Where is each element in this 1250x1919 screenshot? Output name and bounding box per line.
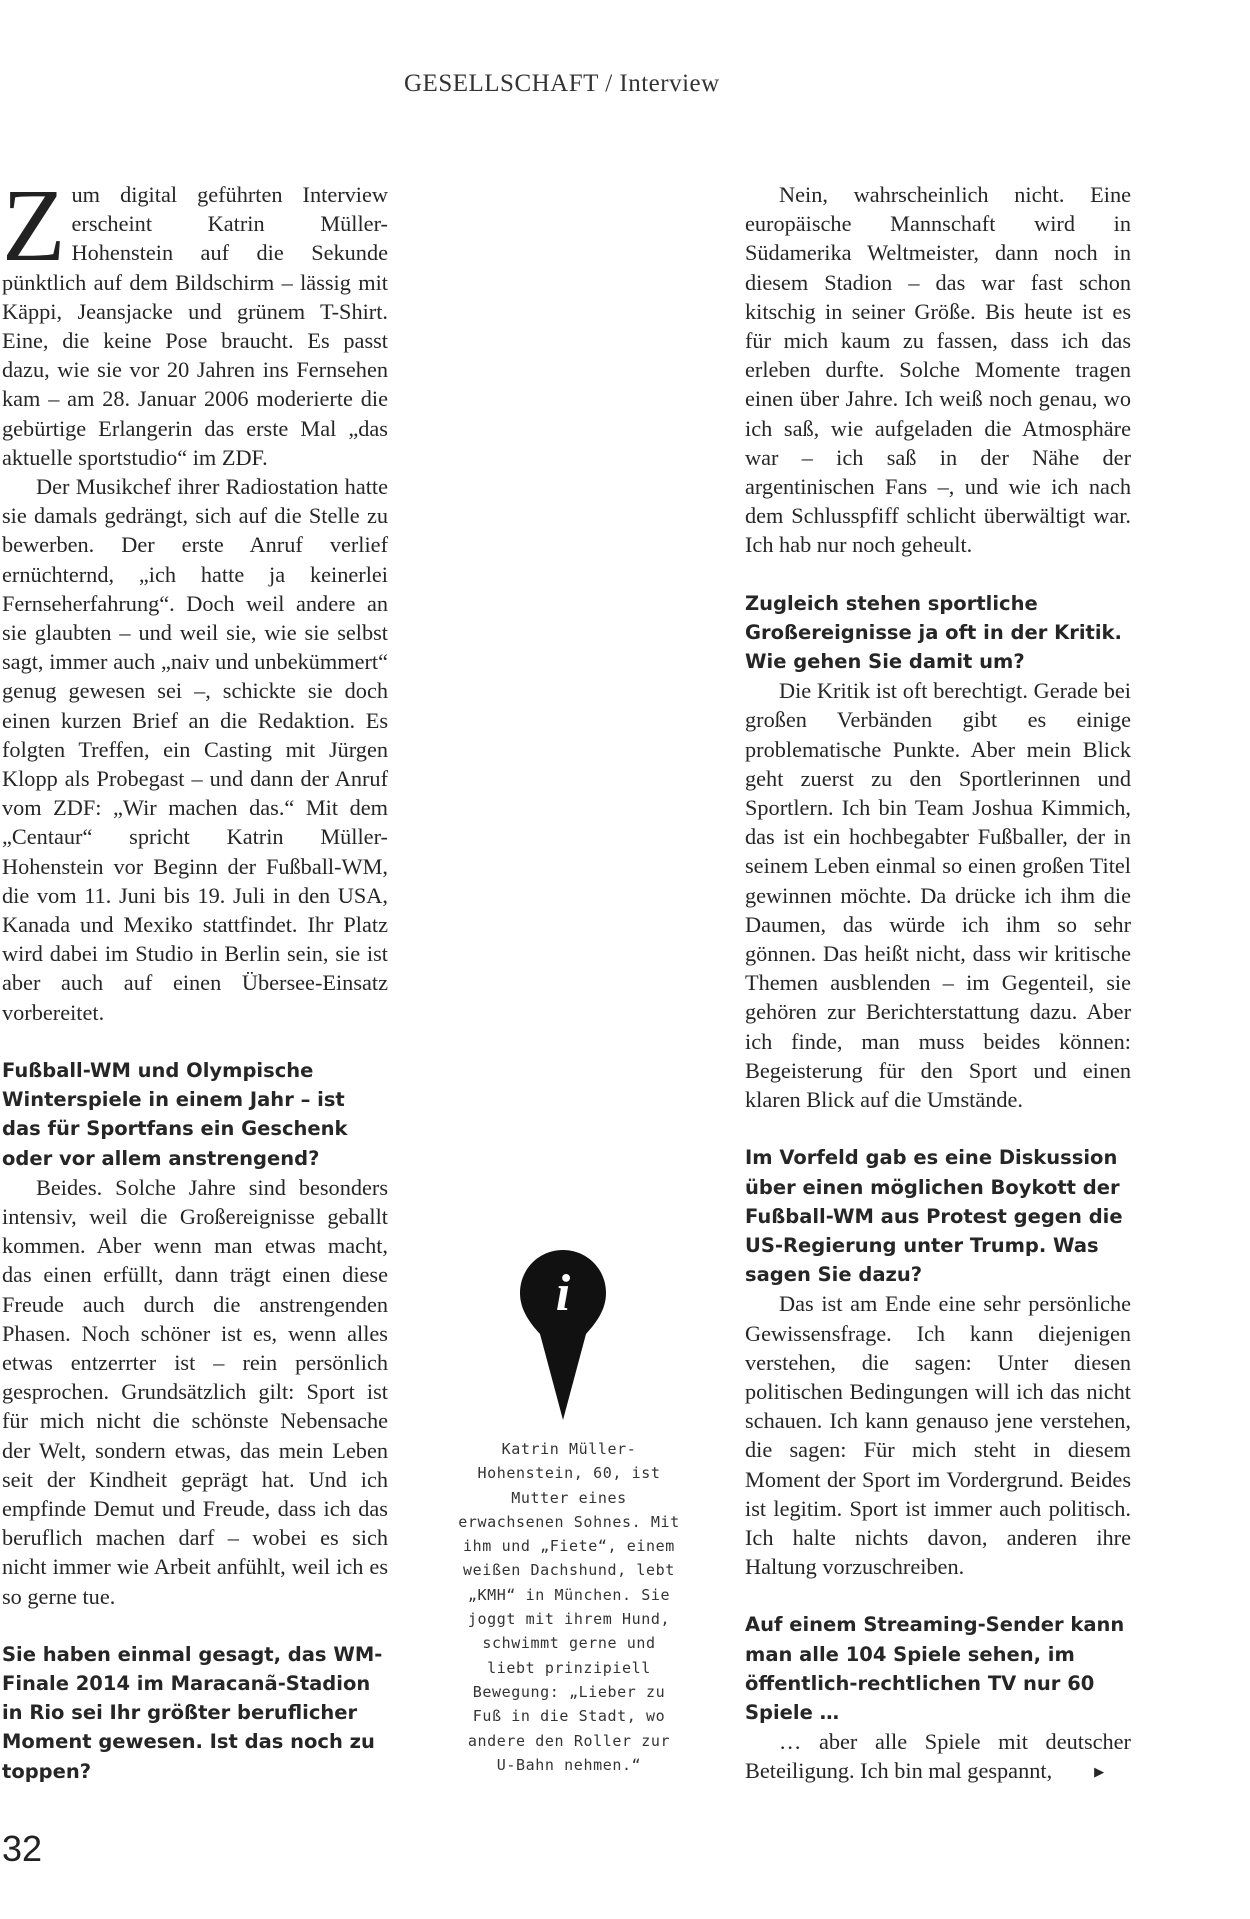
question-4: Im Vorfeld gab es eine Diskussion über einen möglichen Boykott der Fußball-WM aus Protest gegen die US-Regierung unter Trump. Was sagen Sie dazu? bbox=[745, 1146, 1123, 1287]
info-caption: Katrin Müller-Hohenstein, 60, ist Mutter eines erwachsenen Sohnes. Mit ihm und „Fiete“, einem weißen Dachshund, lebt „KMH“ in München. Sie joggt mit ihrem Hund, schwimmt gerne und liebt prinzipiell Bewegung: „Lieber zu Fuß in die Stadt, wo andere den Roller zur U-Bahn nehmen.“ bbox=[458, 1440, 680, 1774]
left-column bbox=[2, 168, 388, 1786]
answer-4: Das ist am Ende eine sehr persönliche Gewissensfrage. Ich kann diejenigen verstehen, die sagen: Unter diesen politischen Bedingungen will ich das nicht schauen. Ich kann genauso jene verstehen, die sagen: Für mich steht in diesem Moment der Sport im Vordergrund. Beides ist legitim. Sport ist immer auch politisch. Ich halte nichts davon, anderen ihre Haltung vorzuschreiben. bbox=[745, 1291, 1131, 1580]
question-1: Fußball-WM und Olympische Winterspiele in einem Jahr – ist das für Sportfans ein Geschenk oder vor allem anstrengend? bbox=[2, 1058, 348, 1170]
answer-2: Nein, wahrscheinlich nicht. Eine europäische Mannschaft wird in Südamerika Weltmeister, dann noch in diesem Stadion – das war fast schon kitschig in seiner Größe. Bis heute ist es für mich kaum zu fassen, dass ich das erleben durfte. Solche Momente tragen einen über Jahre. Ich weiß noch genau, wo ich saß, wie aufgeladen die Atmosphäre war – ich saß in der Nähe der argentinischen Fans –, und wie ich nach dem Schlusspfiff schlicht überwältigt war. Ich hab nur noch geheult. bbox=[745, 182, 1131, 558]
question-3: Zugleich stehen sportliche Großereignisse ja oft in der Kritik. Wie gehen Sie damit um? bbox=[745, 591, 1122, 674]
drop-cap: Z bbox=[2, 168, 66, 283]
info-letter: i bbox=[555, 1265, 571, 1322]
answer-5-text: … aber alle Spiele mit deutscher Beteiligung. Ich bin mal gespannt, bbox=[745, 1729, 1131, 1784]
triangle-right-icon: ▶ bbox=[1094, 1764, 1105, 1780]
intro-paragraph-2: Der Musikchef ihrer Radiostation hatte sie damals gedrängt, sich auf die Stelle zu bewerben. Der erste Anruf verlief ernüchternd, „ich hatte ja keinerlei Fernseherfahrung“. Doch weil andere an sie glaubten – und weil sie, wie sie selbst sagt, immer auch „naiv und unbekümmert“ genug gewesen sei –, schickte sie doch einen kurzen Brief an die Redaktion. Es folgten Treffen, ein Casting mit Jürgen Klopp als Probegast – und dann der Anruf vom ZDF: „Wir machen das.“ Mit dem „Centaur“ spricht Katrin Müller-Hohenstein vor Beginn der Fußball-WM, die vom 11. Juni bis 19. Juli in den USA, Kanada und Mexiko stattfindet. Ihr Platz wird dabei im Studio in Berlin sein, sie ist aber auch auf einen Übersee-Einsatz vorbereitet. bbox=[2, 474, 388, 1025]
answer-1: Beides. Solche Jahre sind besonders intensiv, weil die Großereignisse geballt kommen. Aber wenn man etwas macht, das einen erfüllt, dann trägt einen diese Freude auch durch die anstrengenden Phasen. Noch schöner ist es, wenn alles etwas entzerrter ist – rein persönlich gesprochen. Grundsätzlich gilt: Sport ist für mich nicht die schönste Nebensache der Welt, sondern etwas, das mein Leben seit der Kindheit geprägt hat. Und ich empfinde Demut und Freude, dass ich das beruflich machen darf – wobei es sich nicht immer wie Arbeit anfühlt, weil ich es so gerne tue. bbox=[2, 1174, 388, 1609]
section-header: GESELLSCHAFT / Interview bbox=[404, 70, 720, 97]
answer-5 bbox=[745, 1727, 1131, 1786]
intro-paragraph bbox=[2, 168, 388, 472]
info-pin-icon bbox=[520, 1250, 606, 1420]
page-number: 32 bbox=[2, 1828, 43, 1869]
question-2: Sie haben einmal gesagt, das WM-Finale 2014 im Maracanã-Stadion in Rio sei Ihr größter beruflicher Moment gewesen. Ist das noch zu toppen? bbox=[2, 1642, 383, 1783]
intro-text: um digital geführten Interview erscheint Katrin Müller-Hohenstein auf die Sekunde pünktlich auf dem Bildschirm – lässig mit Käppi, Jeansjacke und grünem T-Shirt. Eine, die keine Pose braucht. Es passt dazu, wie sie vor 20 Jahren ins Fernsehen kam – am 28. Januar 2006 moderierte die gebürtige Erlangerin das erste Mal „das aktuelle sportstudio“ im ZDF. bbox=[2, 182, 388, 470]
right-column bbox=[745, 180, 1131, 1787]
answer-3: Die Kritik ist oft berechtigt. Gerade bei großen Verbänden gibt es einige problematische Punkte. Aber mein Blick geht zuerst zu den Sportlerinnen und Sportlern. Ich bin Team Joshua Kimmich, das ist ein hochbegabter Fußballer, der in seinem Leben einmal so einen großen Titel gewinnen möchte. Da drücke ich ihm die Daumen, das würde ich ihm so sehr gönnen. Das heißt nicht, dass wir kritische Themen ausblenden – im Gegenteil, sie gehören zur Berichterstattung dazu. Aber ich finde, man muss beides können: Begeisterung für den Sport und einen klaren Blick auf die Umstände. bbox=[745, 678, 1131, 1113]
question-5: Auf einem Streaming-Sender kann man alle 104 Spiele sehen, im öffentlich-rechtlichen TV nur 60 Spiele … bbox=[745, 1613, 1125, 1724]
